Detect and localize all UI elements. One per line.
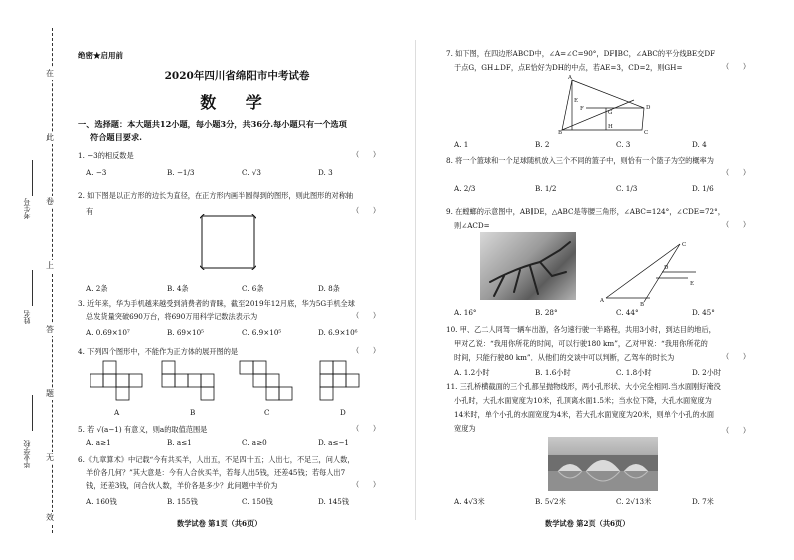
q1-option-b[interactable]: B. −1/3 bbox=[167, 168, 195, 177]
q3-option-d[interactable]: D. 6.9×10⁶ bbox=[318, 328, 358, 337]
q9-label-a: A bbox=[600, 298, 604, 304]
q1-option-c[interactable]: C. √3 bbox=[242, 168, 261, 177]
field-line-name[interactable] bbox=[32, 270, 33, 306]
seal-char: 题 bbox=[46, 389, 54, 398]
q3-stem-line2: 总发货量突破690万台，将690万用科学记数法表示为 bbox=[86, 312, 258, 321]
q2-stem-line1: 2. 如下图是以正方形的边长为直径，在正方形内画半圆得到的图形，则此图形的对称轴 bbox=[78, 191, 354, 200]
section-line-2: 符合题目要求. bbox=[90, 132, 142, 142]
q3-option-a[interactable]: A. 0.69×10⁷ bbox=[86, 328, 130, 337]
q8-option-a[interactable]: A. 2/3 bbox=[454, 184, 476, 193]
q6-stem-line3: 钱，还差3钱，问合伙人数，羊价各是多少？此问题中羊价为 bbox=[86, 481, 278, 490]
q6-option-b[interactable]: B. 155钱 bbox=[167, 497, 198, 506]
page-2 bbox=[440, 0, 770, 560]
q7-answer-blank[interactable]: （ ） bbox=[722, 62, 751, 71]
q9-label-e: E bbox=[690, 281, 695, 287]
q6-option-d[interactable]: D. 145钱 bbox=[318, 497, 349, 506]
q11-option-d[interactable]: D. 7米 bbox=[692, 497, 714, 506]
bridge-arches-icon bbox=[548, 437, 658, 491]
q1-answer-blank[interactable]: （ ） bbox=[352, 150, 381, 159]
bridge-photo bbox=[548, 437, 658, 491]
q7-option-d[interactable]: D. 4 bbox=[692, 140, 707, 149]
q10-stem-line3: 时间，只能行驶80 km”．从他们的交谈中可以判断，乙驾车的时长为 bbox=[454, 353, 675, 362]
q2-figure bbox=[200, 214, 256, 270]
field-line-exam-number[interactable] bbox=[32, 160, 33, 196]
q11-stem-line4: 宽度为 bbox=[454, 424, 476, 433]
q11-stem-line3: 14米时，单个小孔的水面宽度为4米，若大孔水面宽度为20米，则单个小孔的水面 bbox=[454, 410, 715, 419]
q2-option-d[interactable]: D. 8条 bbox=[318, 284, 340, 293]
q7-label-b: B bbox=[558, 130, 563, 134]
q5-option-d[interactable]: D. a≤−1 bbox=[318, 438, 349, 447]
q8-stem: 8. 将一个篮球和一个足球随机放入三个不同的篮子中，则恰有一个篮子为空的概率为 bbox=[446, 156, 714, 165]
q9-figure bbox=[600, 238, 710, 306]
q11-option-c[interactable]: C. 2√13米 bbox=[616, 497, 652, 506]
q5-option-b[interactable]: B. a≤1 bbox=[167, 438, 192, 447]
q1-stem: 1. −3的相反数是 bbox=[78, 151, 134, 160]
q3-answer-blank[interactable]: （ ） bbox=[352, 311, 381, 320]
field-line-school[interactable] bbox=[32, 395, 33, 431]
q11-stem-line2: 小孔时，大孔水面宽度为10米，孔顶离水面1.5米；当水位下降，大孔水面宽度为 bbox=[454, 396, 712, 405]
q4-option-c[interactable]: C bbox=[264, 408, 270, 417]
q7-label-h: H bbox=[608, 124, 613, 130]
q10-option-c[interactable]: C. 1.8小时 bbox=[616, 368, 652, 377]
q7-stem-line1: 7. 如下图，在四边形ABCD中，∠A=∠C=90°，DF∥BC，∠ABC的平分线BE交DF bbox=[446, 49, 716, 58]
binding-margin bbox=[0, 0, 62, 560]
q9-option-d[interactable]: D. 45° bbox=[692, 308, 715, 317]
field-label-name: 姓名 bbox=[23, 310, 31, 324]
q5-answer-blank[interactable]: （ ） bbox=[352, 424, 381, 433]
seal-char: 此 bbox=[46, 133, 54, 142]
q5-stem: 5. 若 √(a−1) 有意义，则a的取值范围是 bbox=[78, 425, 208, 434]
q7-option-c[interactable]: C. 3 bbox=[616, 140, 631, 149]
q1-option-d[interactable]: D. 3 bbox=[318, 168, 333, 177]
field-label-exam-number: 考生号 bbox=[23, 198, 31, 219]
mantis-photo bbox=[480, 232, 576, 300]
q10-answer-blank[interactable]: （ ） bbox=[722, 352, 751, 361]
q8-answer-blank[interactable]: （ ） bbox=[722, 168, 751, 177]
q6-option-c[interactable]: C. 150钱 bbox=[242, 497, 273, 506]
q7-option-b[interactable]: B. 2 bbox=[535, 140, 550, 149]
q3-option-b[interactable]: B. 69×10⁵ bbox=[167, 328, 205, 337]
q9-option-c[interactable]: C. 44° bbox=[616, 308, 639, 317]
q4-option-b[interactable]: B bbox=[190, 408, 196, 417]
q4-stem: 4. 下列四个图形中，不能作为正方体的展开图的是 bbox=[78, 347, 239, 356]
q8-option-b[interactable]: B. 1/2 bbox=[535, 184, 557, 193]
q2-option-a[interactable]: A. 2条 bbox=[86, 284, 108, 293]
q6-option-a[interactable]: A. 160钱 bbox=[86, 497, 117, 506]
q10-stem-line1: 10. 甲、乙二人同驾一辆车出游，各匀速行驶一半路程，共用3小时，到达目的地后， bbox=[446, 325, 716, 334]
q4-option-a[interactable]: A bbox=[114, 408, 120, 417]
q11-answer-blank[interactable]: （ ） bbox=[722, 426, 751, 435]
q10-option-d[interactable]: D. 2小时 bbox=[692, 368, 722, 377]
field-label-school: 毕业学校 bbox=[23, 440, 31, 468]
q9-stem-line1: 9. 在螳螂的示意图中，AB∥DE，△ABC是等腰三角形，∠ABC=124°，∠CDE=72°， bbox=[446, 207, 725, 216]
confidential-mark: 绝密★启用前 bbox=[78, 51, 123, 60]
q5-option-a[interactable]: A. a≥1 bbox=[86, 438, 111, 447]
page-footer: 数学试卷 第1页（共6页） bbox=[177, 519, 262, 528]
page-1 bbox=[72, 0, 402, 560]
q8-option-c[interactable]: C. 1/3 bbox=[616, 184, 638, 193]
q4-net-figures bbox=[90, 358, 390, 404]
section-header bbox=[78, 118, 398, 144]
mantis-silhouette-icon bbox=[480, 232, 576, 300]
seal-char: 卷 bbox=[46, 197, 54, 206]
q2-answer-blank[interactable]: （ ） bbox=[352, 206, 381, 215]
page-footer: 数学试卷 第2页（共6页） bbox=[545, 519, 630, 528]
q7-label-a: A bbox=[568, 75, 572, 81]
q6-stem-line1: 6.《九章算术》中记载“今有共买羊，人出五，不足四十五；人出七，不足三，问人数， bbox=[78, 455, 355, 464]
q4-option-d[interactable]: D bbox=[340, 408, 346, 417]
q5-option-c[interactable]: C. a≥0 bbox=[242, 438, 267, 447]
q1-option-a[interactable]: A. −3 bbox=[86, 168, 107, 177]
seal-char: 在 bbox=[46, 69, 54, 78]
q10-option-a[interactable]: A. 1.2小时 bbox=[454, 368, 490, 377]
q9-answer-blank[interactable]: （ ） bbox=[722, 220, 751, 229]
q7-label-g: G bbox=[608, 110, 613, 116]
q2-option-b[interactable]: B. 4条 bbox=[167, 284, 189, 293]
q6-answer-blank[interactable]: （ ） bbox=[352, 480, 381, 489]
q3-option-c[interactable]: C. 6.9×10⁵ bbox=[242, 328, 282, 337]
q9-option-a[interactable]: A. 16° bbox=[454, 308, 477, 317]
q7-label-d: D bbox=[646, 105, 651, 111]
seal-char: 答 bbox=[46, 325, 54, 334]
q11-option-a[interactable]: A. 4√3米 bbox=[454, 497, 485, 506]
q11-stem-line1: 11. 三孔桥横截面的三个孔都呈抛物线形，两小孔形状、大小完全相同.当水面刚好淹没 bbox=[446, 382, 721, 391]
seal-char: 效 bbox=[46, 513, 54, 522]
q7-option-a[interactable]: A. 1 bbox=[454, 140, 469, 149]
section-line-1: 一、选择题：本大题共12小题，每小题3分，共36分.每小题只有一个选项 bbox=[78, 119, 347, 129]
seal-char: 上 bbox=[46, 261, 54, 270]
q9-label-c: C bbox=[682, 242, 687, 248]
subject-title: 数 学 bbox=[200, 93, 274, 112]
q4-answer-blank[interactable]: （ ） bbox=[352, 346, 381, 355]
q7-stem-line2: 于点G，GH⊥DF，点E恰好为DH的中点，若AE=3，CD=2，则GH= bbox=[454, 63, 683, 72]
q9-option-b[interactable]: B. 28° bbox=[535, 308, 558, 317]
q3-stem-line1: 3. 近年来，华为手机越来越受到消费者的青睐，截至2019年12月底，华为5G手机全球 bbox=[78, 299, 355, 308]
q2-option-c[interactable]: C. 6条 bbox=[242, 284, 264, 293]
q11-option-b[interactable]: B. 5√2米 bbox=[535, 497, 566, 506]
q9-label-b: B bbox=[640, 302, 645, 306]
page-fold bbox=[415, 40, 416, 520]
q2-stem-line2: 有 bbox=[86, 207, 94, 216]
q7-label-f: F bbox=[580, 106, 584, 112]
q7-figure bbox=[558, 72, 658, 134]
seal-char: 无 bbox=[46, 453, 54, 462]
q7-label-e: E bbox=[574, 98, 579, 104]
q7-label-c: C bbox=[644, 130, 649, 134]
q10-option-b[interactable]: B. 1.6小时 bbox=[535, 368, 571, 377]
q9-stem-line2: 则∠ACD= bbox=[454, 221, 490, 230]
exam-title: 2020年四川省绵阳市中考试卷 bbox=[164, 70, 310, 82]
q8-option-d[interactable]: D. 1/6 bbox=[692, 184, 714, 193]
q9-label-d: D bbox=[664, 265, 669, 271]
q10-stem-line2: 甲对乙说：“我用你所花的时间，可以行驶180 km”，乙对甲说：“我用你所花的 bbox=[454, 339, 708, 348]
q6-stem-line2: 羊价各几何？”其大意是：今有人合伙买羊，若每人出5钱，还差45钱；若每人出7 bbox=[86, 468, 346, 477]
